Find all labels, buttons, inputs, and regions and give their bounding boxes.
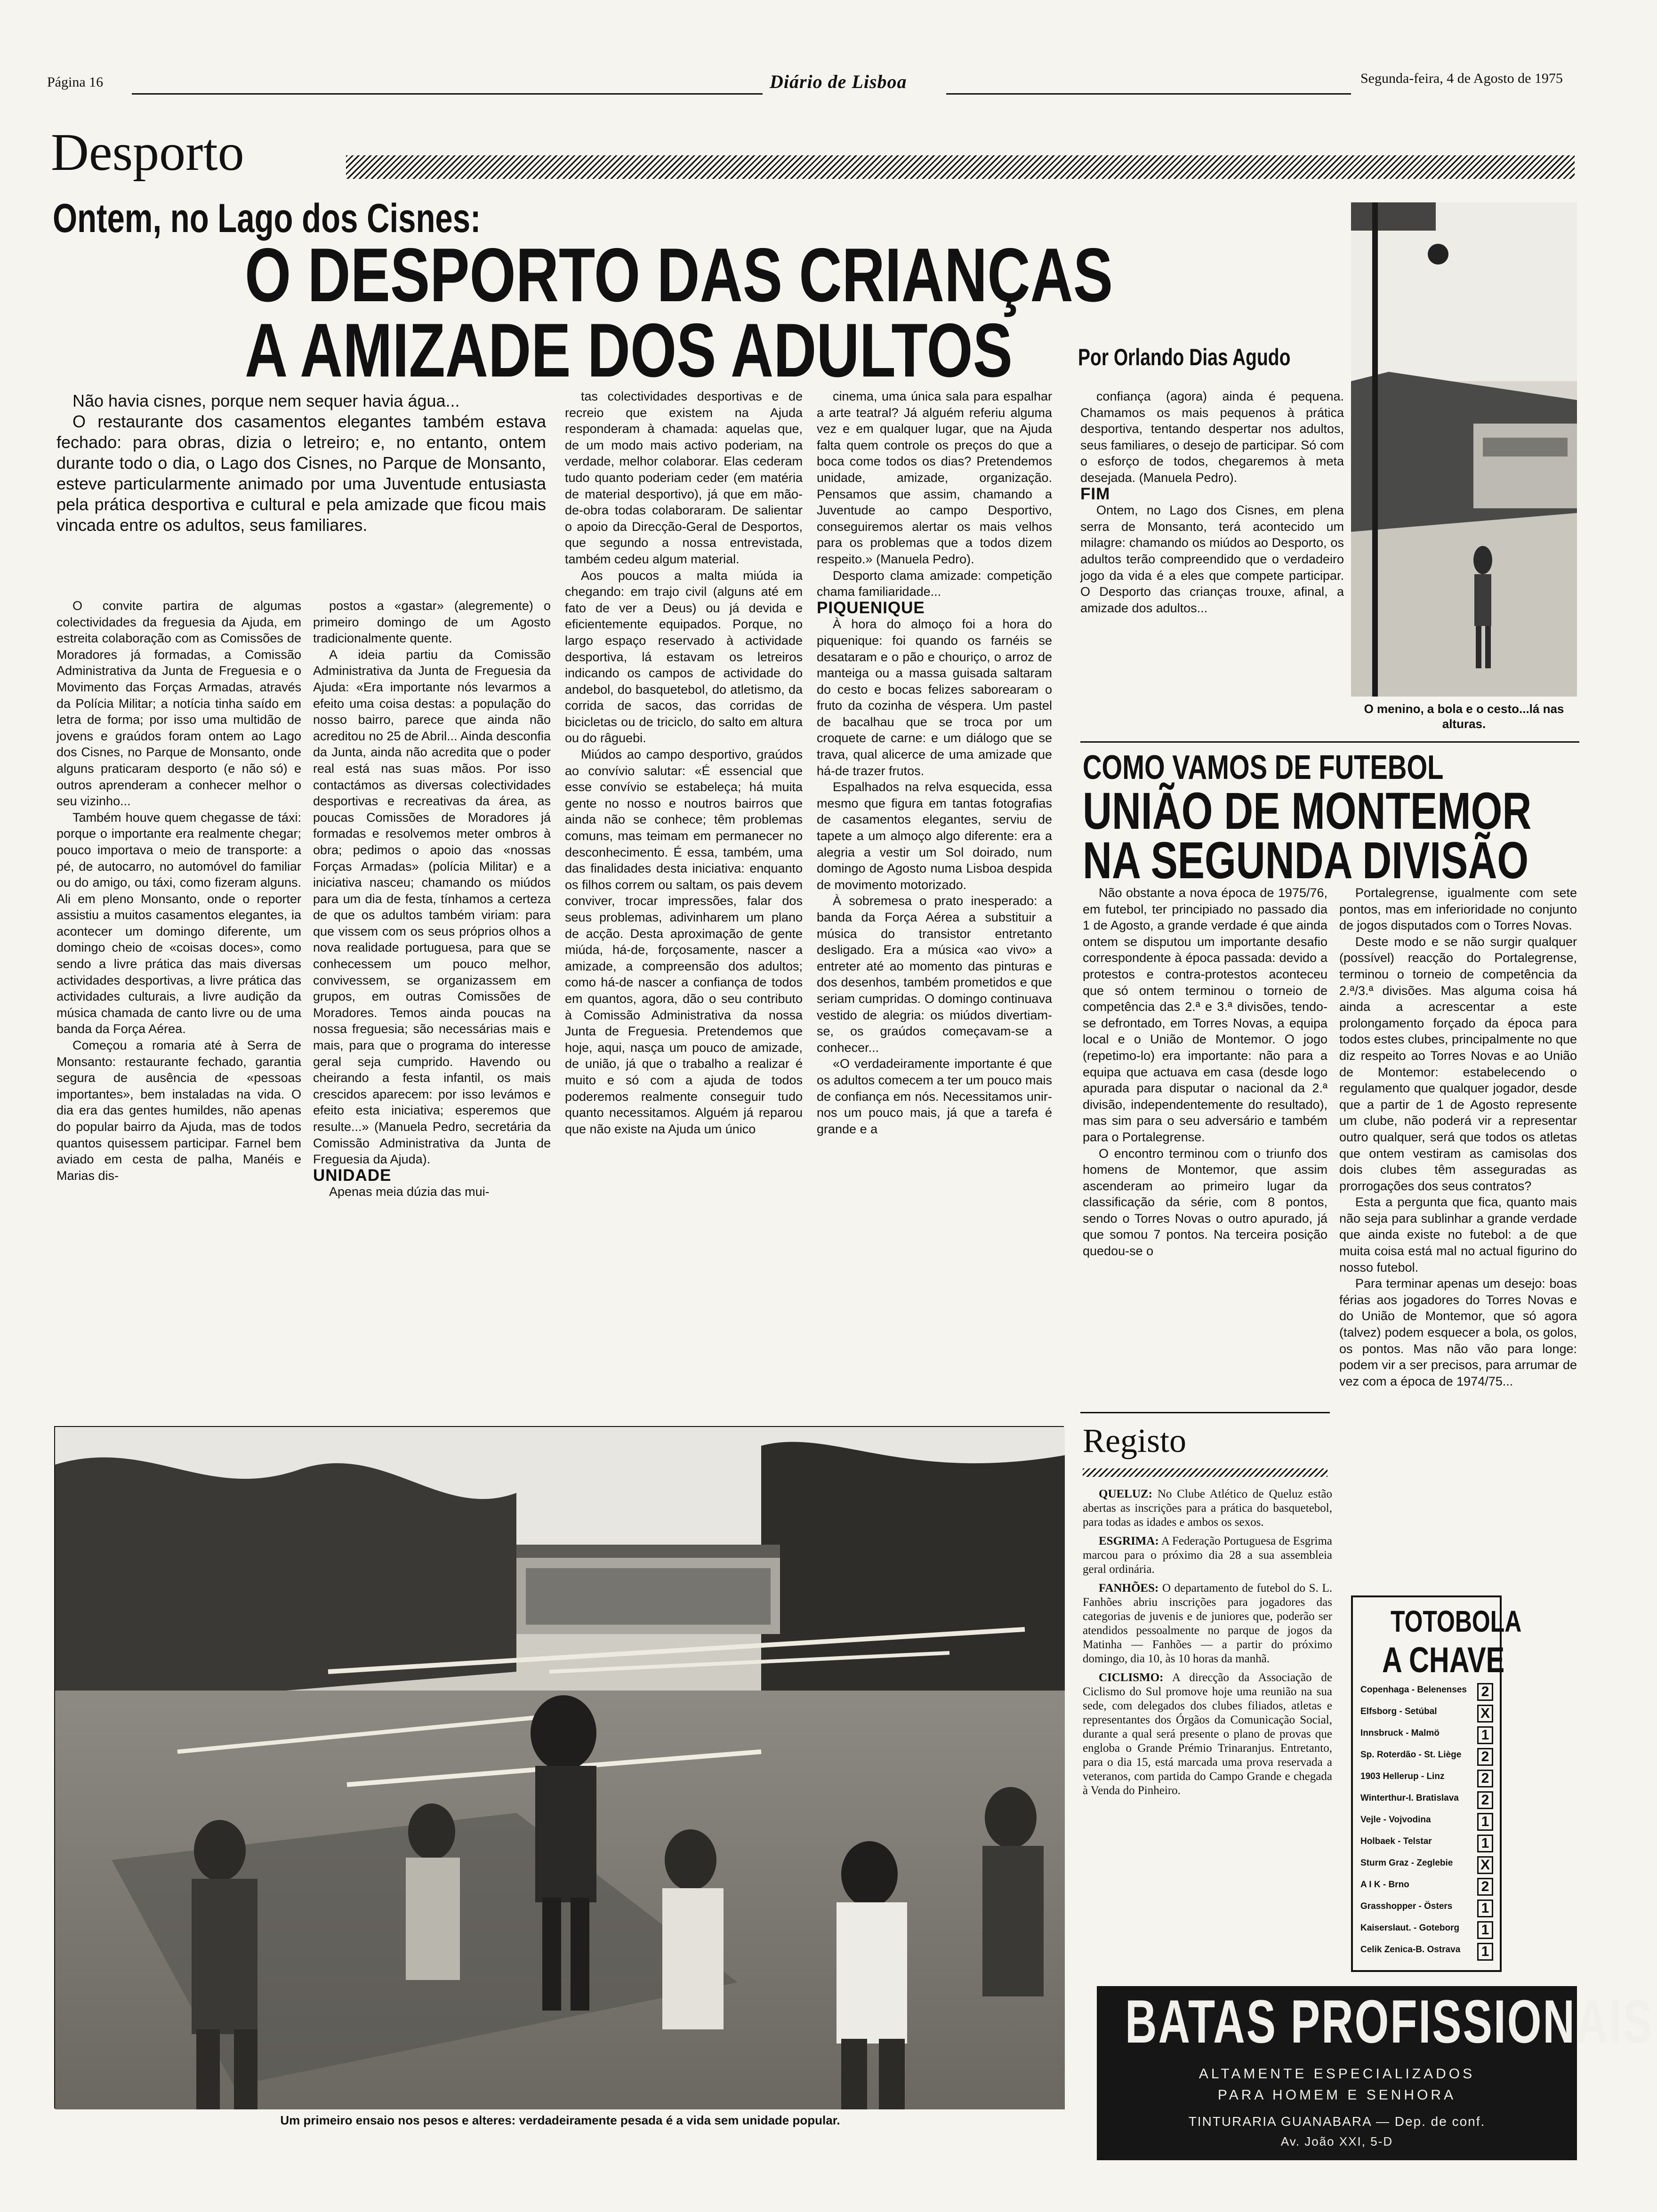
registo-list (1083, 1487, 1332, 1958)
totobola-row (1357, 1812, 1493, 1833)
totobola-result: 1 (1477, 1813, 1493, 1831)
totobola-match: A I K - Brno (1360, 1880, 1409, 1890)
body-paragraph: A ideia partiu da Comissão Administrativa da Junta de Freguesia da Ajuda: «Era importante nós levarmos a efeito uma coisa destas: a população do nosso bairro, parece que ainda não acreditou no 25 de Abril... Ainda desconfia da Junta, ainda não acredita que o poder real está nas suas mãos. Por isso contactámos as diversas colectividades desportivas e recreativas da área, as poucas Comissões de Moradores já formadas e resolvemos meter ombros à obra; pedimos o apoio das «nossas Forças Armadas» (polícia Militar) e a iniciativa nasceu; chamando os miúdos para um dia de festa, tínhamos a certeza de que os adultos também viriam: para que vissem com os seus próprios olhos a nova realidade portuguesa, para que se conhecessem um pouco melhor, convivessem, se organizassem em grupos, em outras Comissões de Moradores. Temos ainda poucas na nossa freguesia; são necessárias mais e mais, para que o programa do interesse geral seja cumprido. Havendo ou cheirando a festa infantil, os mais crescidos aparecem: por isso levámos e efeito esta iniciativa; esperemos que resulte...» (Manuela Pedro, secretária da Comissão Administrativa da Junta de Freguesia da Ajuda). (313, 647, 551, 1167)
football-kicker: COMO VAMOS DE FUTEBOL (1083, 749, 1444, 786)
totobola-match: Grasshopper - Östers (1360, 1901, 1453, 1911)
weightlifting-scene-illustration (55, 1427, 1065, 2109)
basketball-scene-illustration (1351, 202, 1577, 697)
totobola-row (1357, 1682, 1493, 1703)
totobola-list (1357, 1682, 1496, 1964)
body-paragraph: Ontem, no Lago dos Cisnes, em plena serra de Monsanto, terá acontecido um milagre: chamando os miúdos ao Desporto, os adultos terão compreendido que o verdadeiro jogo da vida é a eles que compete participar. O Desporto das crianças trouxe, afinal, a amizade dos adultos... (1080, 503, 1344, 615)
subheading-fim: FIM (1080, 484, 1110, 503)
totobola-row (1357, 1790, 1493, 1811)
issue-date: Segunda-feira, 4 de Agosto de 1975 (1360, 71, 1563, 86)
registo-rule (1080, 1412, 1330, 1413)
photo-basketball (1351, 202, 1577, 697)
registo-item (1083, 1487, 1332, 1530)
article-column-3 (565, 388, 803, 1407)
registo-item-text: A direcção da Associação de Ciclismo do Sul promove hoje uma reunião na sua sede, com delegados dos clubes filiados, atletas e representantes dos Órgãos da Comunicação Social, durante a qual será presente o plano de provas que engloba o Grande Prémio Trinaranjus. Entretanto, para o dia 15, está marcada uma prova reservada a veteranos, com partida do Campo Grande e chegada à Venda do Pinheiro. (1083, 1671, 1332, 1797)
photo-weightlifting-caption: Um primeiro ensaio nos pesos e alteres: verdadeiramente pesada é a vida sem unidade popular. (280, 2113, 840, 2127)
registo-item-lead: ESGRIMA: (1099, 1535, 1159, 1547)
body-paragraph: Espalhados na relva esquecida, essa mesmo que figura em tantas fotografias de casamentos elegantes, serviu de tapete a um almoço algo diferente: era a alegria a vestir um Sol doirado, num domingo de Agosto numa Lisboa despida de movimento motorizado. (817, 780, 1052, 892)
body-paragraph: Apenas meia dúzia das mui- (329, 1185, 490, 1199)
photo-weightlifting (54, 1426, 1064, 2108)
registo-title: Registo (1083, 1422, 1187, 1459)
body-paragraph: Começou a romaria até à Serra de Monsanto: restaurante fechado, garantia segura de ausência de «pessoas importantes», bem instaladas na vida. O dia era das gentes humildes, não apenas do popular bairro da Ajuda, mas de todos quantos quisessem participar. Farnel bem aviado em cesta de palha, Manéis e Marias dis- (56, 1038, 301, 1183)
football-headline-line1: UNIÃO DE MONTEMOR (1083, 782, 1532, 840)
advert-line-1: ALTAMENTE ESPECIALIZADOS (1199, 2066, 1475, 2082)
page-number: Página 16 (47, 74, 104, 90)
body-paragraph: «O verdadeiramente importante é que os adultos comecem a ter um pouco mais de confiança em nós. Necessitamos unir-nos um pouco mais, já que a tarefa é grande e a (817, 1057, 1052, 1136)
masthead (47, 71, 1577, 99)
totobola-match: 1903 Hellerup - Linz (1360, 1771, 1445, 1781)
article-column-2 (313, 598, 551, 1407)
body-paragraph: O encontro terminou com o triunfo dos homens de Montemor, que assim ascenderam ao primeiro lugar da classificação da série, com 8 pontos, sendo o Torres Novas o outro apurado, já que somou 7 pontos. Na terceira posição quedou-se o (1083, 1146, 1327, 1258)
subheading-unidade: UNIDADE (313, 1166, 392, 1185)
body-paragraph: Também houve quem chegasse de táxi: porque o importante era realmente chegar; pouco importava o meio de transporte: a pé, de autocarro, no automóvel do familiar ou do amigo, ou táxi, como fizeram alguns. Ali em pleno Monsanto, onde o reporter assistiu a muitos casamentos elegantes, ia acontecer um domingo diferente, um domingo cheio de «coisas doces», como sendo a livre prática das mais diversas actividades desportivas, a livre prática das actividades culturais, a livre audição da música chamada de canto livre ou de uma banda da Força Aérea. (56, 810, 301, 1036)
lead-paragraph: Não havia cisnes, porque nem sequer havia água... (72, 391, 460, 410)
registo-item-lead: QUELUZ: (1099, 1488, 1152, 1500)
totobola-row (1357, 1855, 1493, 1876)
totobola-match: Kaiserslaut. - Goteborg (1360, 1923, 1460, 1933)
totobola-row (1357, 1834, 1493, 1855)
totobola-row (1357, 1942, 1493, 1963)
totobola-result: 1 (1477, 1726, 1493, 1744)
article-lead (56, 391, 546, 536)
body-paragraph: Esta a pergunta que fica, quanto mais não seja para sublinhar a grande verdade que ainda existe no futebol: a de que muita coisa está mal no actual figurino do nosso futebol. (1339, 1195, 1577, 1274)
body-paragraph: Deste modo e se não surgir qualquer (possível) reacção do Portalegrense, terminou o torneio de competência da 2.ª/3.ª divisões. Mas alguma coisa há ainda a acrescentar a este prolongamento forçado da época para todos estes clubes, principalmente no que diz respeito ao Torres Novas e ao União de Montemor: estabelecendo o regulamento que qualquer jogador, desde que a partir de 1 de Agosto represente um clube, não poderá vir a representar outro qualquer, será que todos os atletas que ontem vestiram as camisolas dos dois clubes têm asseguradas as prorrogações dos seus contratos? (1339, 934, 1577, 1193)
totobola-match: Celik Zenica-B. Ostrava (1360, 1945, 1461, 1955)
article-headline-line1: O DESPORTO DAS CRIANÇAS (245, 232, 1113, 318)
football-headline-line2: NA SEGUNDA DIVISÃO (1083, 832, 1529, 890)
totobola-match: Copenhaga - Belenenses (1360, 1685, 1467, 1695)
body-paragraph: tas colectividades desportivas e de recreio que existem na Ajuda responderam à chamada: aquelas que, de um modo mais activo poderiam, na verdade, melhor colaborar. Elas cederam tudo quanto poderiam ceder (em matéria de material desportivo), já que em mão-de-obra todas colaboraram. De salientar o apoio da Direcção-Geral de Desportos, que segundo a nossa entrevistada, também cedeu algum material. (565, 389, 803, 566)
advert-line-4: Av. João XXI, 5-D (1280, 2134, 1393, 2148)
body-paragraph: Miúdos ao campo desportivo, graúdos ao convívio salutar: «É essencial que esse convívio se estabeleça; há muita gente no nosso e noutros bairros que ainda não se conhece; têm problemas comuns, mas teimam em permanecer no desconhecimento. É essa, também, uma das finalidades desta iniciativa: enquanto os filhos correm ou saltam, os pais devem conviver, trocar impressões, falar dos seus problemas, adivinharem um plano de acção. Desta aproximação de gente miúda, há-de, forçosamente, nascer a amizade, a compreensão dos adultos; como há-de nascer a confiança de todos em quantos, agora, dão o seu contributo à Comissão Administrativa da nossa Junta de Freguesia. Pretendemos que hoje, aqui, nasça um pouco de amizade, de união, já que o trabalho a realizar é muito e só com a ajuda de todos poderemos realmente conseguir tudo quanto necessitamos. Alguém já reparou que não existe na Ajuda um único (565, 747, 803, 1136)
totobola-result: 1 (1477, 1943, 1493, 1961)
totobola-row (1357, 1704, 1493, 1725)
body-paragraph: Portalegrense, igualmente com sete pontos, mas em inferioridade no conjunto de jogos disputados com o Torres Novas. (1339, 886, 1577, 933)
totobola-box (1351, 1595, 1522, 1972)
body-paragraph: À hora do almoço foi a hora do piquenique: foi quando os farnéis se desataram e o pão e chouriço, o arroz de manteiga ou a massa guisada saltaram do cesto e bocas felizes saborearam o fruto da cozinha de véspera. Um pastel de bacalhau que se troca por um croquete de carne: e um diálogo que se trava, qual alicerce de uma amizade que há-de trazer frutos. (817, 617, 1052, 778)
totobola-match: Elfsborg - Setúbal (1360, 1707, 1437, 1716)
article-column-5 (1080, 388, 1344, 737)
totobola-match: Winterthur-I. Bratislava (1360, 1793, 1459, 1803)
totobola-row (1357, 1725, 1493, 1747)
football-rule (1080, 741, 1579, 743)
registo-item (1083, 1671, 1332, 1798)
football-column-1 (1083, 885, 1327, 1405)
article-column-4 (817, 388, 1052, 1407)
registo-item-lead: CICLISMO: (1099, 1671, 1164, 1684)
totobola-match: Sturm Graz - Zeglebie (1360, 1858, 1453, 1868)
article-column-1 (56, 598, 301, 1407)
registo-item-text: No Clube Atlético de Queluz estão abertas as inscrições para a prática do basquetebol, para todas as idades e ambos os sexos. (1083, 1488, 1333, 1529)
body-paragraph: Desporto clama amizade: competição chama familiaridade... (817, 568, 1052, 599)
masthead-rule-right (946, 93, 1351, 95)
registo-item (1083, 1534, 1332, 1577)
registo-hatch (1083, 1468, 1327, 1477)
football-column-2 (1339, 885, 1577, 1591)
body-paragraph: cinema, uma única sala para espalhar a arte teatral? Já alguém referiu alguma vez e em qualquer lugar, que na Ajuda falta quem controle os preços do que a boca come todos os dias? Pretendemos unidade, amizade, organização. Pensamos que assim, chamando a Juventude ao campo Desportivo, conseguiremos alertar os mais velhos para os problemas que a todos dizem respeito.» (Manuela Pedro). (817, 389, 1052, 566)
totobola-result: X (1477, 1705, 1493, 1723)
section-hatch-rule (346, 155, 1575, 179)
paper-name: Diário de Lisboa (770, 71, 907, 92)
totobola-subtitle: A CHAVE (1382, 1640, 1505, 1680)
registo-item-text: O departamento de futebol do S. L. Fanhões abriu inscrições para jogadores das categorias de juvenis e de juniores que, poderão ser atendidos pessoalmente no parque de jogos da Matinha — Fanhões — a partir do próximo domingo, dia 10, às 10 horas da manhã. (1083, 1582, 1332, 1665)
totobola-result: 2 (1477, 1770, 1493, 1787)
totobola-row (1357, 1769, 1493, 1790)
totobola-result: 2 (1477, 1878, 1493, 1896)
photo-basketball-caption: O menino, a bola e o cesto...lá nas alturas. (1364, 702, 1564, 731)
masthead-rule-left (132, 93, 763, 95)
article-kicker: Ontem, no Lago dos Cisnes: (53, 196, 481, 241)
advert-line-3: TINTURARIA GUANABARA — Dep. de conf. (1188, 2114, 1486, 2129)
totobola-result: 1 (1477, 1921, 1493, 1939)
body-paragraph: O convite partira de algumas colectividades da freguesia da Ajuda, em estreita colaboração com as Comissões de Moradores já formadas, a Comissão Administrativa da Junta de Freguesia e o Movimento das Forças Armadas, através da Polícia Militar; a notícia tinha saído em letra de forma; por isso uma multidão de jovens e graúdos foram ontem ao Lago dos Cisnes, no Parque de Monsanto, onde alguns praticaram desporto (e não só) e outros aprenderam a conhecer melhor o seu vizinho... (56, 599, 301, 809)
body-paragraph: Não obstante a nova época de 1975/76, em futebol, ter principiado no passado dia 1 de Agosto, a grande verdade é que ainda ontem se disputou um importante desafio correspondente à época passada: devido a protestos e contra-protestos aconteceu que só ontem terminou o torneio de competência das 2.ª e 3.ª divisões, tendo-se defrontado, em Torres Novas, a equipa local e o União de Montemor. O jogo (repetimo-lo) era importante: não para a equipa que actuava em casa (desde logo apurada para disputar o nacional da 2.ª divisão, independentemente do resultado), mas sim para o seu adversário e também para o Portalegrense. (1083, 886, 1327, 1144)
totobola-result: 1 (1477, 1899, 1493, 1917)
advert-title: BATAS PROFISSIONAIS (1125, 1987, 1654, 2056)
totobola-row (1357, 1920, 1493, 1941)
section-title: Desporto (51, 123, 244, 182)
registo-item-lead: FANHÕES: (1099, 1582, 1159, 1595)
article-headline-line2: A AMIZADE DOS ADULTOS (245, 308, 1013, 393)
totobola-result: 1 (1477, 1835, 1493, 1852)
totobola-match: Holbaek - Telstar (1360, 1836, 1432, 1846)
totobola-match: Sp. Roterdão - St. Liège (1360, 1750, 1462, 1760)
body-paragraph: Aos poucos a malta miúda ia chegando: em trajo civil (alguns até em fato de ver a Deus) ou já devida e eficientemente equipados. Porque, no largo espaço reservado à actividade desportiva, lá estavam os letreiros indicando os campos de actividade do andebol, do basquetebol, do atletismo, da corrida de sacos, das corridas de bicicletas ou de triciclo, do salto em altura ou do râguebi. (565, 568, 803, 745)
totobola-title: TOTOBOLA (1391, 1604, 1522, 1638)
totobola-result: 2 (1477, 1683, 1493, 1701)
totobola-row (1357, 1747, 1493, 1768)
body-paragraph: postos a «gastar» (alegremente) o primeiro domingo de um Agosto tradicionalmente quente. (313, 599, 551, 646)
totobola-row (1357, 1899, 1493, 1920)
lead-paragraph: O restaurante dos casamentos elegantes também estava fechado: para obras, dizia o letreiro; e, no entanto, ontem durante todo o dia, o Lago dos Cisnes, no Parque de Monsanto, esteve particularmente animado por uma Juventude entusiasta pela prática desportiva e cultural e pela amizade que ficou mais vincada entre os adultos, seus familiares. (56, 412, 546, 535)
totobola-match: Innsbruck - Malmö (1360, 1728, 1440, 1738)
totobola-row (1357, 1877, 1493, 1898)
totobola-result: X (1477, 1856, 1493, 1874)
article-byline: Por Orlando Dias Agudo (1078, 344, 1291, 370)
totobola-match: Vejle - Vojvodina (1360, 1815, 1431, 1825)
registo-item-text: A Federação Portuguesa de Esgrima marcou para o próximo dia 28 a sua assembleia geral ordinária. (1083, 1535, 1332, 1576)
totobola-result: 2 (1477, 1748, 1493, 1766)
subheading-piquenique: PIQUENIQUE (817, 598, 925, 617)
advert-box (1097, 1986, 1654, 2160)
totobola-result: 2 (1477, 1791, 1493, 1809)
body-paragraph: Para terminar apenas um desejo: boas férias aos jogadores do Torres Novas e do União de Montemor, que só agora (talvez) podem esquecer a bola, os golos, os pontos. Mas não vão para longe: podem vir a ser precisos, para arrumar de vez com a época de 1974/75... (1339, 1276, 1577, 1388)
body-paragraph: confiança (agora) ainda é pequena. Chamamos os mais pequenos à prática desportiva, tentando despertar nos adultos, seus familiares, o desejo de participar. Só com o esforço de todos, chegaremos à meta desejada. (Manuela Pedro). (1080, 389, 1344, 485)
body-paragraph: À sobremesa o prato inesperado: a banda da Força Aérea a substituir a música do transistor entretanto desligado. Era a música «ao vivo» a entreter até ao momento das pinturas e dos desenhos, também prometidos e que seriam cumpridas. O domingo continuava vestido de alegria: os miúdos divertiam-se, os graúdos começavam-se a conhecer... (817, 894, 1052, 1055)
registo-item (1083, 1581, 1332, 1666)
advert-line-2: PARA HOMEM E SENHORA (1217, 2087, 1456, 2103)
